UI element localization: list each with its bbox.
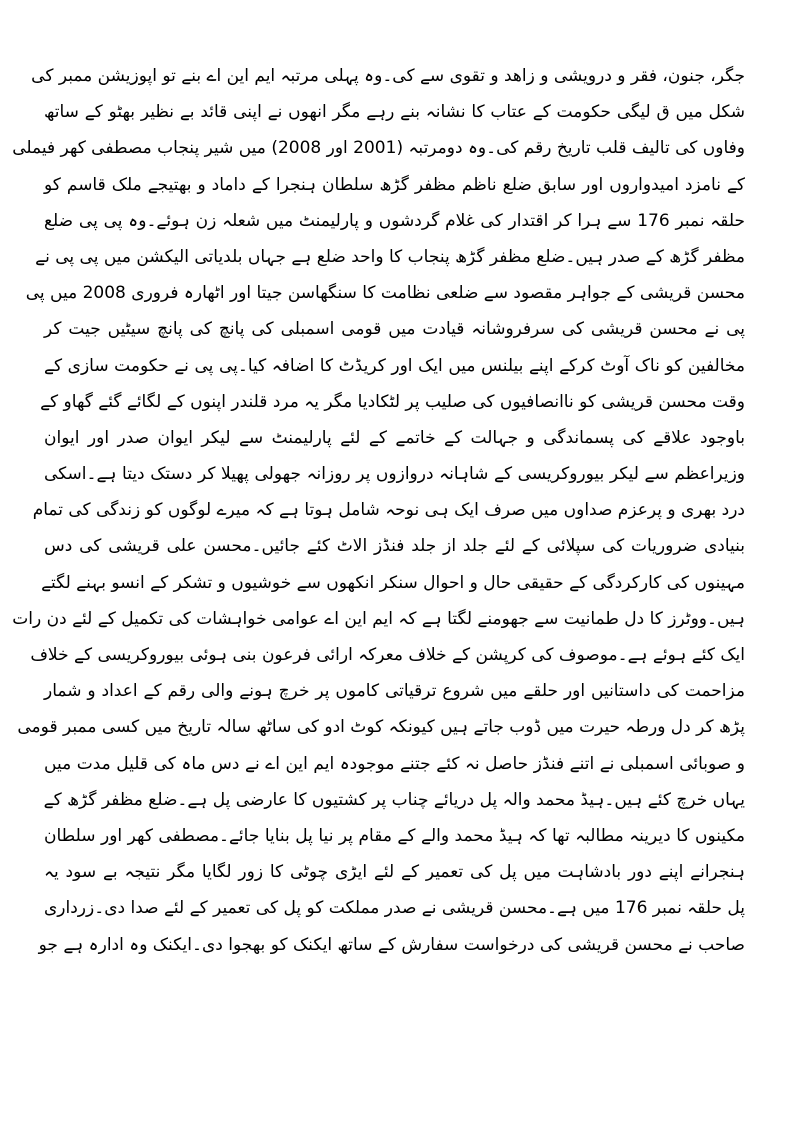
text-line: پل حلقہ نمبر 176 میں ہے۔محسن قریشی نے صدر مملکت کو پل کی تعمیر کے لئے صدا دی۔زرداری (44, 898, 745, 919)
text-line: کے نامزد امیدواروں اور سابق ضلع ناظم مظفر گڑھ سلطان ہنجرا کے داماد و بھتیجے ملک قاسم کو (44, 174, 745, 195)
text-line: بنیادی ضروریات کی سپلائی کے لئے جلد از جلد فنڈز الاٹ کئے جائیں۔محسن علی قریشی کی دس (44, 536, 745, 557)
text-line: جگر، جنون، فقر و درویشی و زاهد و تقوی سے کی۔وہ پہلی مرتبہ ایم این اے بنے تو اپوزیشن ممبر کی (31, 66, 745, 86)
text-line: ہیں۔ووٹرز کا دل طمانیت سے جھومنے لگتا ہے کہ ایم این اے عوامی خواہشات کی تکمیل کے لئے دن رات (12, 608, 745, 629)
text-line: وفاوں کی تالیف قلب تاریخ رقم کی۔وہ دومرتبہ (2001 اور 2008) میں شیر پنجاب مصطفی کھر فیملی (12, 138, 745, 159)
text-line: حلقہ نمبر 176 سے ہرا کر اقتدار کی غلام گردشوں و پارلیمنٹ میں شعلہ زن ہوئے۔وہ پی پی ضلع (44, 210, 745, 231)
text-line: محسن قریشی کے جواہر مقصود سے ضلعی نظامت کا سنگھاسن جیتا اور اٹھارہ فروری 2008 میں پی (25, 283, 745, 304)
article-body (12, 58, 745, 963)
text-line: مخالفین کو ناک آوٹ کرکے اپنے بیلنس میں ایک اور کریڈٹ کا اضافہ کیا۔پی پی نے حکومت سازی کے (44, 355, 745, 376)
text-line: ایک کئے ہوئے ہے۔موصوف کی کرپشن کے خلاف معرکہ ارائی فرعون بنی ہوئی بیوروکریسی کے خلاف (30, 645, 745, 665)
text-line: پی نے محسن قریشی کی سرفروشانہ قیادت میں قومی اسمبلی کی پانچ کی پانچ سیٹیں جیت کر (44, 319, 745, 340)
text-line: وزیراعظم سے لیکر بیوروکریسی کے شاہانہ دروازوں پر روزانہ جھولی پھیلا کر دستک دیتا ہے۔اسکی (44, 464, 745, 485)
text-line: ہنجرانے اپنے دور بادشاہت میں پل کی تعمیر کے لئے ایڑی چوٹی کا زور لگایا مگر نتیجہ بے سود یہ (44, 862, 745, 883)
text-line: و صوبائی اسمبلی نے اتنے فنڈز حاصل نہ کئے جتنے موجودہ ایم این اے نے دس ماہ کی قلیل مدت میں (44, 753, 745, 774)
text-line: مکینوں کا دیرینہ مطالبہ تھا کہ ہیڈ محمد والے کے مقام پر نیا پل بنایا جائے۔مصطفی کھر اور سلطان (44, 825, 745, 846)
text-line: شکل میں ق لیگی حکومت کے عتاب کا نشانہ بنے رہے مگر انھوں نے اپنی قائد بے نظیر بھٹو کے ساتھ (44, 102, 745, 123)
text-line: مزاحمت کی داستانیں اور حلقے میں شروع ترقیاتی کاموں پر خرچ ہونے والی رقم کے اعداد و شمار (44, 681, 745, 702)
text-line: مظفر گڑھ کے صدر ہیں۔ضلع مظفر گڑھ پنجاب کا واحد ضلع ہے جہاں بلدیاتی الیکشن میں پی پی نے (35, 246, 745, 267)
text-line: مہینوں کی کارکردگی کے حقیقی حال و احوال سنکر انکھوں سے خوشیوں و تشکر کے انسو بہنے لگتے (41, 572, 745, 593)
text-line: باوجود علاقے کی پسماندگی و جہالت کے خاتمے کے لئے پارلیمنٹ سے لیکر ایوان صدر اور ایوان (44, 427, 745, 448)
text-line: صاحب نے محسن قریشی کی درخواست سفارش کے ساتھ ایکنک کو بھجوا دی۔ایکنک وہ ادارہ ہے جو (38, 934, 745, 955)
text-line: پڑھ کر دل ورطہ حیرت میں ڈوب جاتے ہیں کیونکہ کوٹ ادو کی ساٹھ سالہ تاریخ میں کسی ممبر قومی (17, 717, 745, 738)
text-line: یہاں خرچ کئے ہیں۔ہیڈ محمد والہ پل دریائے چناب پر کشتیوں کا عارضی پل ہے۔ضلع مظفر گڑھ کے (43, 789, 745, 810)
text-line: وقت محسن قریشی کو ناانصافیوں کی صلیب پر لٹکادیا مگر یہ مرد قلندر اپنوں کے لگائے گئے گھاو کے (40, 391, 745, 412)
text-line: درد بھری و پرعزم صداوں میں صرف ایک ہی نوحہ شامل ہوتا ہے کہ میرے لوگوں کو زندگی کی تمام (32, 500, 745, 521)
